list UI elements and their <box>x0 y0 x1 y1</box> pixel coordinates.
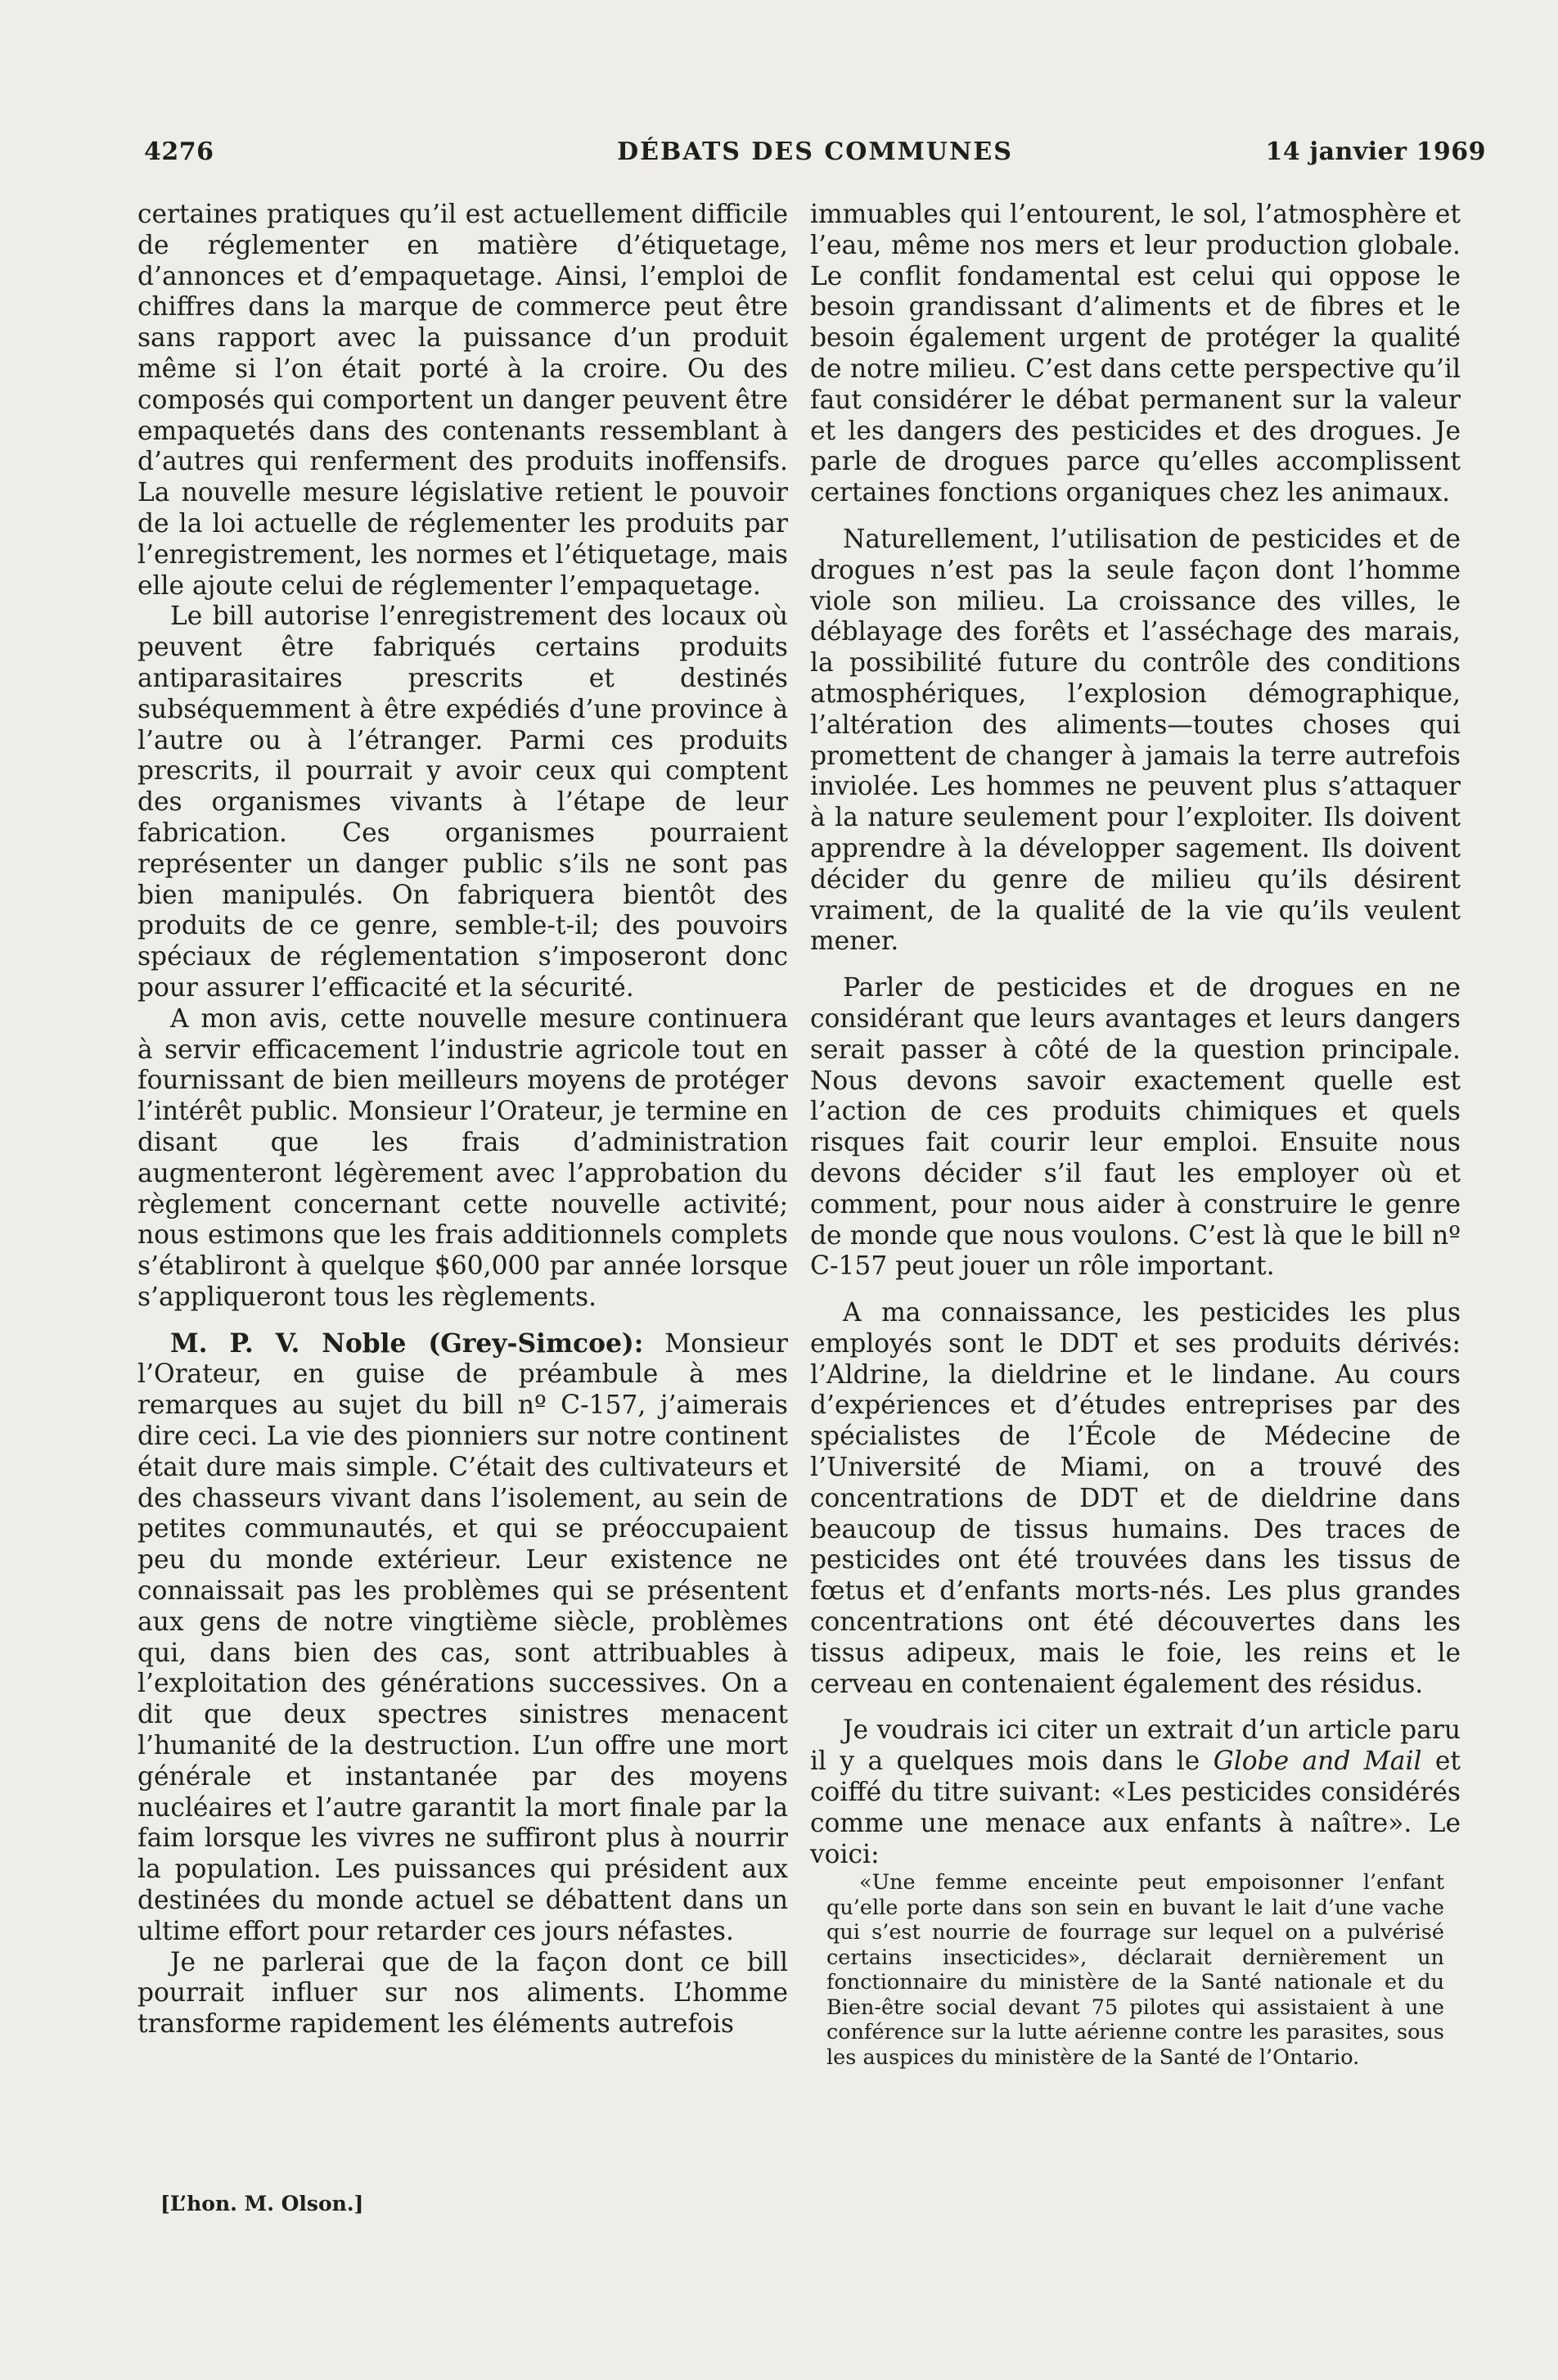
right-paragraph-4: A ma connaissance, les pesticides les plus employés sont le DDT et ses produits dérivés: l’Aldrine, la dieldrine et le lindane. Au cours d’expériences et d’études entreprises par des spécialistes de l’École de Médecine de l’Université de Miami, on a trouvé des concentrations de DDT et de dieldrine dans beaucoup de tissus humains. Des traces de pesticides ont été trouvées dans les tissus de fœtus et d’enfants morts-nés. Les plus grandes concentrations ont été découvertes dans les tissus adipeux, mais le foie, les reins et le cerveau en contenaient également des résidus. <box>810 1298 1461 1699</box>
right-paragraph-3: Parler de pesticides et de drogues en ne considérant que leurs avantages et leurs dangers serait passer à côté de la question principale. Nous devons savoir exactement quelle est l’action de ces produits chimiques et quels risques fait courir leur emploi. Ensuite nous devons décider s’il faut les employer où et comment, pour nous aider à construire le genre de monde que nous voulons. C’est là que le bill nº C-157 peut jouer un rôle important. <box>810 973 1461 1282</box>
left-column <box>137 200 788 2040</box>
page-number: 4276 <box>144 137 214 166</box>
right-paragraph-5 <box>810 1715 1461 1870</box>
left-paragraph-2: Le bill autorise l’enregistrement des locaux où peuvent être fabriqués certains produits antiparasitaires prescrits et destinés subséquemment à être expédiés d’une province à l’autre ou à l’étranger. Parmi ces produits prescrits, il pourrait y avoir ceux qui comptent des organismes vivants à l’étape de leur fabrication. Ces organismes pourraient représenter un danger public s’ils ne sont pas bien manipulés. On fabriquera bientôt des produits de ce genre, semble-t-il; des pouvoirs spéciaux de réglementation s’imposeront donc pour assurer l’efficacité et la sécurité. <box>137 602 788 1003</box>
left-paragraph-3: A mon avis, cette nouvelle mesure continuera à servir efficacement l’industrie agricole tout en fournissant de bien meilleurs moyens de protéger l’intérêt public. Monsieur l’Orateur, je termine en disant que les frais d’administration augmenteront légèrement avec l’approbation du règlement concernant cette nouvelle activité; nous estimons que les frais additionnels complets s’établiront à quelque $60,000 par année lorsque s’appliqueront tous les règlements. <box>137 1003 788 1312</box>
block-quote: «Une femme enceinte peut empoisonner l’enfant qu’elle porte dans son sein en buvant le lait d’une vache qui s’est nourrie de fourrage sur lequel on a pulvérisé certains insecticides», déclarait dernièrement un fonctionnaire du ministère de la Santé nationale et du Bien-être social devant 75 pilotes qui assistaient à une conférence sur la lutte aérienne contre les parasites, sous les auspices du ministère de la Santé de l’Ontario. <box>826 1870 1444 2070</box>
paragraph-text: Je voudrais ici citer un extrait d’un article paru il y a quelques mois dans le <box>810 1715 1461 1777</box>
left-paragraph-1: certaines pratiques qu’il est actuellement difficile de réglementer en matière d’étiquetage, d’annonces et d’empaquetage. Ainsi, l’emploi de chiffres dans la marque de commerce peut être sans rapport avec la puissance d’un produit même si l’on était porté à la croire. Ou des composés qui comportent un danger peuvent être empaquetés dans des contenants ressemblant à d’autres qui renferment des produits inoffensifs. La nouvelle mesure législative retient le pouvoir de la loi actuelle de réglementer les produits par l’enregistrement, les normes et l’étiquetage, mais elle ajoute celui de réglementer l’empaquetage. <box>137 200 788 601</box>
left-paragraph-4 <box>137 1329 788 1948</box>
speech-text: Monsieur l’Orateur, en guise de préambule à mes remarques au sujet du bill nº C-157, j’aimerais dire ceci. La vie des pionniers sur notre continent était dure mais simple. C’était des cultivateurs et des chasseurs vivant dans l’isolement, au sein de petites communautés, et qui se préoccupaient peu du monde extérieur. Leur existence ne connaissait pas les problèmes qui se présentent aux gens de notre vingtième siècle, problèmes qui, dans bien des cas, sont attribuables à l’exploitation des générations successives. On a dit que deux spectres sinistres menacent l’humanité de la destruction. L’un offre une mort générale et instantanée par des moyens nucléaires et l’autre garantit la mort finale par la faim lorsque les vivres ne suffiront plus à nourrir la population. Les puissances qui président aux destinées du monde actuel se débattent dans un ultime effort pour retarder ces jours néfastes. <box>137 1328 789 1946</box>
footer-attribution: [L’hon. M. Olson.] <box>160 2192 364 2215</box>
right-paragraph-1: immuables qui l’entourent, le sol, l’atmosphère et l’eau, même nos mers et leur production globale. Le conflit fondamental est celui qui oppose le besoin grandissant d’aliments et de fibres et le besoin également urgent de protéger la qualité de notre milieu. C’est dans cette perspective qu’il faut considérer le débat permanent sur la valeur et les dangers des pesticides et des drogues. Je parle de drogues parce qu’elles accomplissent certaines fonctions organiques chez les animaux. <box>810 200 1461 508</box>
speaker-name: M. P. V. Noble (Grey-Simcoe): <box>170 1328 644 1359</box>
paragraph-text-end: et coiffé du titre suivant: «Les pesticides considérés comme une menace aux enfants à naître». Le voici: <box>810 1747 1461 1869</box>
publication-title: DÉBATS DES COMMUNES <box>617 137 1013 166</box>
page-header <box>144 137 1486 178</box>
right-paragraph-2: Naturellement, l’utilisation de pesticides et de drogues n’est pas la seule façon dont l’homme viole son milieu. La croissance des villes, le déblayage des forêts et l’asséchage des marais, la possibilité future du contrôle des conditions atmosphériques, l’explosion démographique, l’altération des aliments—toutes choses qui promettent de changer à jamais la terre autrefois inviolée. Les hommes ne peuvent plus s’attaquer à la nature seulement pour l’exploiter. Ils doivent apprendre à la développer sagement. Ils doivent décider du genre de milieu qu’ils désirent vraiment, de la qualité de la vie qu’ils veulent mener. <box>810 524 1461 957</box>
newspaper-title: Globe and Mail <box>1213 1747 1422 1777</box>
issue-date: 14 janvier 1969 <box>1265 137 1486 166</box>
right-column <box>810 200 1461 2070</box>
left-paragraph-5: Je ne parlerai que de la façon dont ce bill pourrait influer sur nos aliments. L’homme transforme rapidement les éléments autrefois <box>137 1947 788 2040</box>
